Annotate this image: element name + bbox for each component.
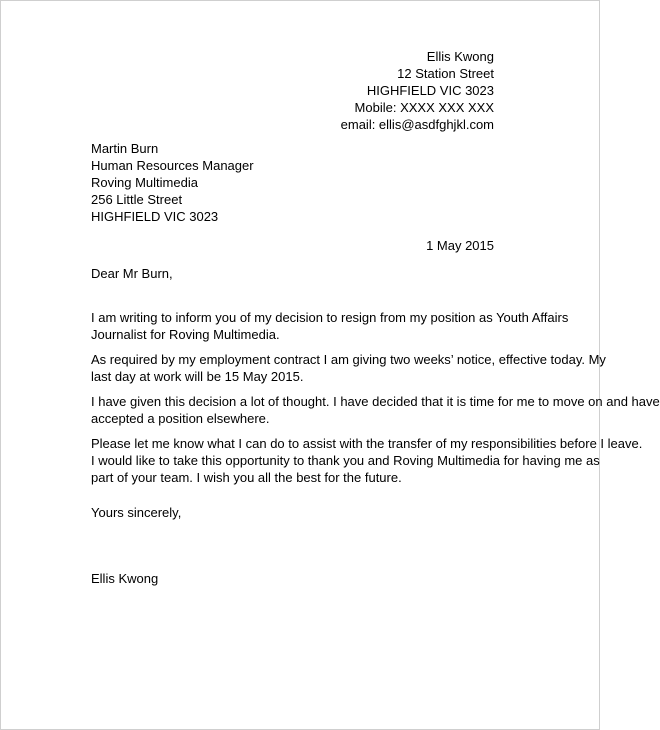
paragraph-line: Journalist for Roving Multimedia. — [91, 327, 280, 342]
sender-email: email: ellis@asdfghjkl.com — [340, 117, 494, 132]
letter-body — [91, 309, 660, 494]
letter-date: 1 May 2015 — [426, 238, 494, 253]
paragraph — [91, 351, 606, 385]
recipient-street: 256 Little Street — [91, 192, 183, 207]
paragraph-line: accepted a position elsewhere. — [91, 411, 270, 426]
sender-mobile: Mobile: XXXX XXX XXX — [354, 100, 494, 115]
paragraph-line: I would like to take this opportunity to thank you and Roving Multimedia for having me as — [91, 453, 600, 468]
sender-name: Ellis Kwong — [426, 49, 494, 64]
recipient-title: Human Resources Manager — [91, 158, 254, 173]
signature-name: Ellis Kwong — [91, 571, 159, 586]
sender-street: 12 Station Street — [397, 66, 494, 81]
paragraph-line: As required by my employment contract I am giving two weeks’ notice, effective today. My — [91, 352, 606, 367]
recipient-city: HIGHFIELD VIC 3023 — [91, 209, 219, 224]
recipient-address-block — [91, 140, 254, 225]
paragraph — [91, 435, 643, 486]
paragraph-line: Please let me know what I can do to assist with the transfer of my responsibilities before I leave. — [91, 436, 643, 451]
recipient-company: Roving Multimedia — [91, 175, 198, 190]
paragraph-line: I have given this decision a lot of thought. I have decided that it is time for me to move on and have — [91, 394, 660, 409]
sender-address-block — [341, 48, 494, 133]
sender-city: HIGHFIELD VIC 3023 — [366, 83, 494, 98]
paragraph — [91, 309, 569, 343]
paragraph-line: last day at work will be 15 May 2015. — [91, 369, 304, 384]
closing: Yours sincerely, — [91, 505, 182, 520]
paragraph-line: part of your team. I wish you all the best for the future. — [91, 470, 402, 485]
recipient-name: Martin Burn — [91, 141, 159, 156]
paragraph-line: I am writing to inform you of my decision to resign from my position as Youth Affairs — [91, 310, 569, 325]
salutation: Dear Mr Burn, — [91, 266, 173, 281]
paragraph — [91, 393, 660, 427]
